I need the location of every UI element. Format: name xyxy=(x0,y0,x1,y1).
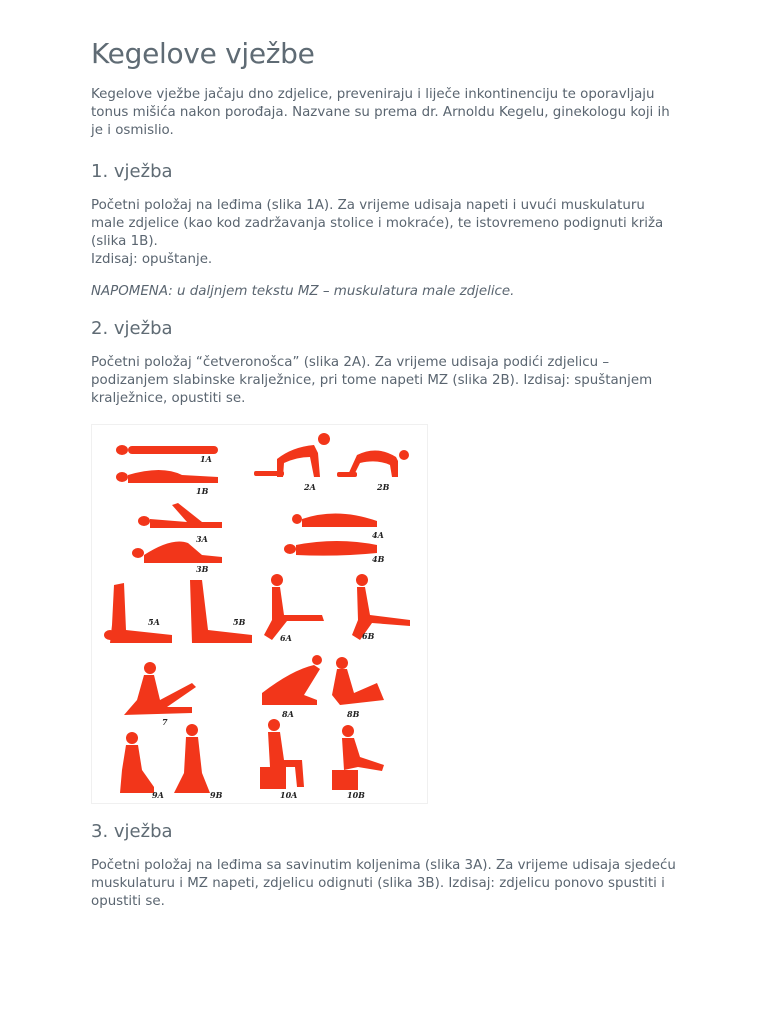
figure-7 xyxy=(124,662,196,715)
section-1-text: Početni položaj na leđima (slika 1A). Za vrijeme udisaja napeti i uvući muskulaturu male zdjelice (kao kod zadržavanja stolice i mokraće), te istovremeno podignuti križa (slika 1B). xyxy=(91,198,664,249)
exercise-figures-svg xyxy=(92,425,429,805)
figure-label-9b: 9B xyxy=(210,790,223,800)
figure-3a xyxy=(138,503,222,528)
figure-label-3a: 3A xyxy=(196,534,208,544)
figure-label-2a: 2A xyxy=(304,482,316,492)
figure-4a xyxy=(292,513,377,527)
figure-label-4b: 4B xyxy=(372,554,385,564)
figure-label-6a: 6A xyxy=(280,633,292,643)
figure-3b xyxy=(132,542,222,564)
figure-8b xyxy=(332,657,384,705)
intro-paragraph: Kegelove vježbe jačaju dno zdjelice, preveniraju i liječe inkontinenciju te oporavljaju tonus mišića nakon porođaja. Nazvane su prema dr. Arnoldu Kegelu, ginekologu koji ih je i osmislio. xyxy=(91,87,670,138)
figure-8a xyxy=(262,655,322,705)
figure-10b xyxy=(332,725,384,790)
page-title: Kegelove vježbe xyxy=(91,37,315,70)
figure-5a xyxy=(104,583,172,643)
figure-1b xyxy=(116,470,218,483)
figure-label-9a: 9A xyxy=(152,790,164,800)
figure-label-10a: 10A xyxy=(280,790,298,800)
figure-label-5b: 5B xyxy=(233,617,246,627)
figure-label-6b: 6B xyxy=(362,631,375,641)
figure-4b xyxy=(284,541,377,556)
figure-2a xyxy=(254,433,330,477)
figure-label-1b: 1B xyxy=(196,486,209,496)
section-1-exhale: Izdisaj: opuštanje. xyxy=(91,252,213,267)
figure-label-8a: 8A xyxy=(282,709,294,719)
section-1-note: NAPOMENA: u daljnjem tekstu MZ – muskulatura male zdjelice. xyxy=(91,284,515,299)
figure-label-7: 7 xyxy=(162,717,168,727)
section-heading-3: 3. vježba xyxy=(91,821,173,842)
exercise-illustration xyxy=(91,424,428,804)
section-2-text: Početni položaj “četveronošca” (slika 2A). Za vrijeme udisaja podići zdjelicu – podizanjem slabinske kralježnice, pri tome napeti MZ (slika 2B). Izdisaj: spuštanjem kralježnice, opustiti se. xyxy=(91,355,653,406)
figure-5b xyxy=(190,580,252,643)
section-heading-1: 1. vježba xyxy=(91,161,173,182)
figure-label-5a: 5A xyxy=(148,617,160,627)
figure-label-3b: 3B xyxy=(196,564,209,574)
article xyxy=(91,36,681,911)
figure-6b xyxy=(352,574,410,640)
figure-label-1a: 1A xyxy=(200,454,212,464)
figure-2b xyxy=(337,450,409,477)
figure-label-2b: 2B xyxy=(377,482,390,492)
section-3-text: Početni položaj na leđima sa savinutim koljenima (slika 3A). Za vrijeme udisaja sjedeću muskulaturu i MZ napeti, zdjelicu odignuti (slika 3B). Izdisaj: zdjelicu ponovo spustiti i opustiti se. xyxy=(91,858,676,909)
figure-label-8b: 8B xyxy=(347,709,360,719)
figure-6a xyxy=(264,574,324,640)
figure-9b xyxy=(174,724,210,793)
figure-10a xyxy=(260,719,304,789)
figure-label-10b: 10B xyxy=(347,790,365,800)
figure-label-4a: 4A xyxy=(372,530,384,540)
section-heading-2: 2. vježba xyxy=(91,318,173,339)
figure-9a xyxy=(120,732,154,793)
